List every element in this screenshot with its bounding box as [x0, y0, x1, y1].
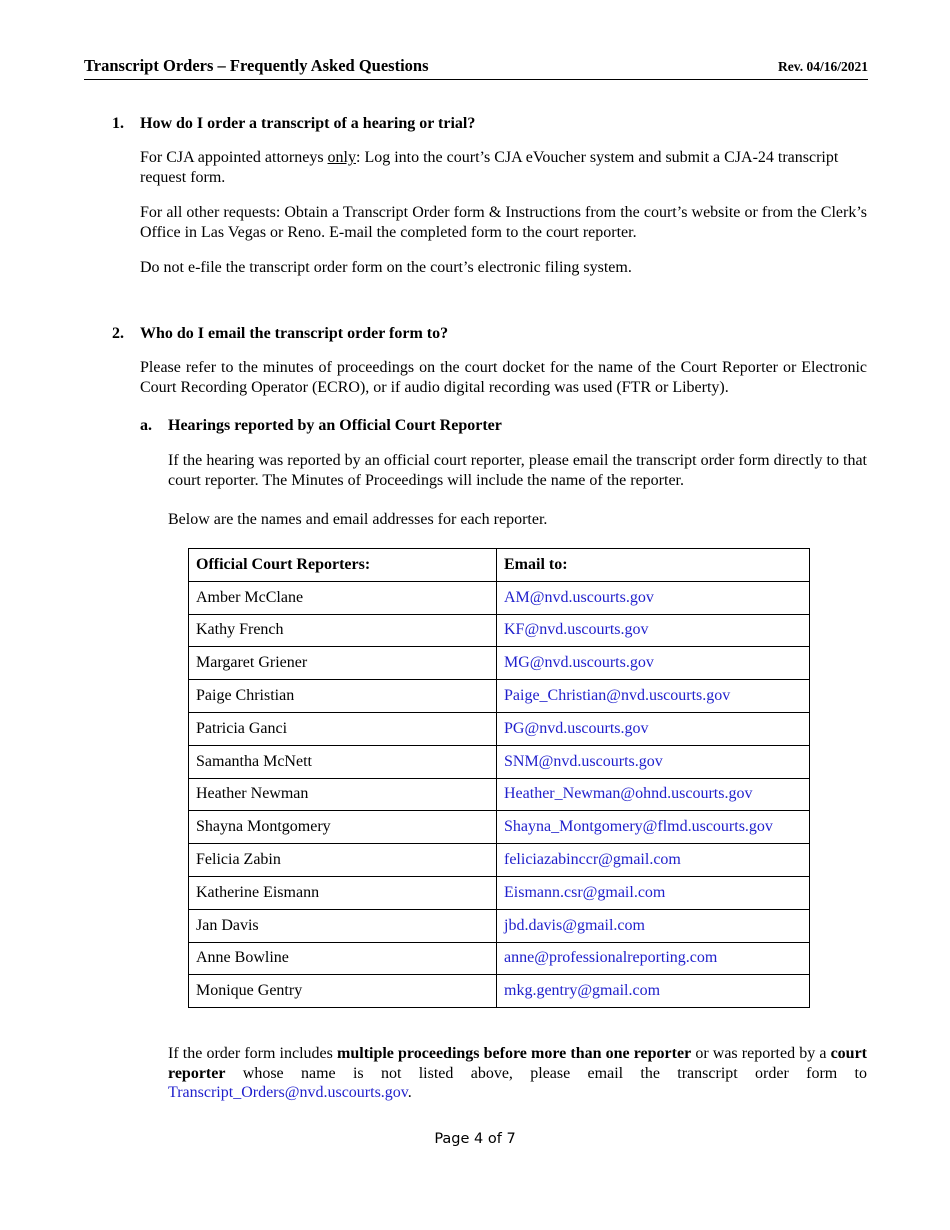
table-row: [189, 680, 810, 713]
table-row: [189, 712, 810, 745]
reporter-email-cell: [497, 614, 810, 647]
reporter-email-cell: [497, 647, 810, 680]
table-row: [189, 942, 810, 975]
reporter-email-cell: [497, 712, 810, 745]
subsection-a-title: Hearings reported by an Official Court Reporter: [168, 417, 502, 434]
table-row: [189, 647, 810, 680]
reporter-email-link[interactable]: jbd.davis@gmail.com: [504, 916, 645, 934]
subsection-a-paragraph: If the hearing was reported by an official court reporter, please email the transcript order form directly to that court reporter. The Minutes of Proceedings will include the name of the reporter.: [168, 452, 867, 489]
reporter-email-cell: [497, 778, 810, 811]
q2-paragraph-minutes: Please refer to the minutes of proceedings on the court docket for the name of the Court Reporter or Electronic Court Recording Operator (ECRO), or if audio digital recording was used (FTR or Liberty).: [140, 359, 867, 396]
question-1-number: 1.: [112, 115, 124, 132]
reporter-name: Amber McClane: [189, 581, 497, 614]
question-1: [112, 115, 475, 133]
table-row: [189, 909, 810, 942]
reporter-name: Shayna Montgomery: [189, 811, 497, 844]
closing-text-2: or was reported by a: [691, 1045, 831, 1062]
q1-paragraph-cja: [140, 148, 867, 187]
table-row: [189, 811, 810, 844]
page-number: Page 4 of 7: [434, 1131, 516, 1147]
closing-paragraph: [168, 1044, 867, 1103]
reporters-table: [188, 548, 810, 1008]
reporter-email-cell: [497, 942, 810, 975]
subsection-a-heading: [140, 417, 502, 435]
table-row: [189, 614, 810, 647]
subsection-a-intro: Below are the names and email addresses for each reporter.: [168, 511, 548, 528]
table-header-row: [189, 549, 810, 582]
subsection-a-letter: a.: [140, 417, 152, 434]
reporter-email-link[interactable]: mkg.gentry@gmail.com: [504, 982, 661, 1000]
question-2-number: 2.: [112, 325, 124, 342]
table-row: [189, 844, 810, 877]
reporter-name: Samantha McNett: [189, 745, 497, 778]
question-2-text: Who do I email the transcript order form to?: [140, 325, 449, 342]
closing-text-3: whose name is not listed above, please email the transcript order form to: [225, 1064, 867, 1082]
q1-paragraph-other-requests: For all other requests: Obtain a Transcript Order form & Instructions from the court’s website or from the Clerk’s Office in Las Vegas or Reno. E-mail the completed form to the court reporter.: [140, 204, 867, 241]
reporter-name: Monique Gentry: [189, 975, 497, 1008]
revision-date: Rev. 04/16/2021: [778, 59, 868, 74]
reporter-email-link[interactable]: SNM@nvd.uscourts.gov: [504, 752, 663, 770]
table-row: [189, 745, 810, 778]
reporter-email-link[interactable]: MG@nvd.uscourts.gov: [504, 654, 654, 672]
page-header: [84, 56, 868, 80]
reporter-email-link[interactable]: PG@nvd.uscourts.gov: [504, 719, 649, 737]
reporter-email-link[interactable]: Eismann.csr@gmail.com: [504, 883, 666, 901]
reporter-name: Katherine Eismann: [189, 876, 497, 909]
column-header-email: Email to:: [497, 549, 810, 582]
reporter-email-link[interactable]: Shayna_Montgomery@flmd.uscourts.gov: [504, 818, 773, 836]
reporter-email-cell: [497, 811, 810, 844]
reporter-name: Patricia Ganci: [189, 712, 497, 745]
closing-bold-1: multiple proceedings before more than one reporter: [337, 1045, 692, 1062]
column-header-reporter: Official Court Reporters:: [189, 549, 497, 582]
reporter-email-link[interactable]: feliciazabinccr@gmail.com: [504, 851, 681, 869]
reporter-email-cell: [497, 680, 810, 713]
reporter-email-link[interactable]: Paige_Christian@nvd.uscourts.gov: [504, 687, 731, 705]
q1-p1-suffix: : Log into the court’s CJA eVoucher system and submit a CJA-24 transcript request form.: [140, 149, 839, 186]
q1-paragraph-no-efile: Do not e-file the transcript order form on the court’s electronic filing system.: [140, 259, 632, 276]
reporter-email-cell: [497, 844, 810, 877]
reporter-email-link[interactable]: KF@nvd.uscourts.gov: [504, 621, 649, 639]
table-row: [189, 876, 810, 909]
closing-text-4: .: [407, 1084, 412, 1101]
reporter-name: Margaret Griener: [189, 647, 497, 680]
q1-p1-prefix: For CJA appointed attorneys: [140, 149, 328, 166]
table-row: [189, 581, 810, 614]
table-row: [189, 975, 810, 1008]
reporter-email-cell: [497, 876, 810, 909]
reporter-name: Paige Christian: [189, 680, 497, 713]
reporter-name: Anne Bowline: [189, 942, 497, 975]
reporter-name: Felicia Zabin: [189, 844, 497, 877]
document-title: Transcript Orders – Frequently Asked Questions: [84, 56, 429, 75]
question-2: [112, 325, 448, 343]
reporter-email-cell: [497, 909, 810, 942]
reporter-email-cell: [497, 581, 810, 614]
reporter-email-cell: [497, 745, 810, 778]
q1-p1-underlined: only: [327, 149, 356, 166]
reporter-email-link[interactable]: AM@nvd.uscourts.gov: [504, 588, 654, 606]
reporter-name: Jan Davis: [189, 909, 497, 942]
closing-bold-2: court reporter: [168, 1045, 868, 1082]
question-1-text: How do I order a transcript of a hearing or trial?: [140, 115, 476, 132]
table-row: [189, 778, 810, 811]
reporter-name: Heather Newman: [189, 778, 497, 811]
reporter-name: Kathy French: [189, 614, 497, 647]
closing-text-1: If the order form includes: [168, 1045, 338, 1062]
reporter-email-link[interactable]: anne@professionalreporting.com: [504, 949, 718, 967]
transcript-orders-email-link[interactable]: Transcript_Orders@nvd.uscourts.gov: [168, 1084, 408, 1101]
reporter-email-link[interactable]: Heather_Newman@ohnd.uscourts.gov: [504, 785, 753, 803]
reporter-email-cell: [497, 975, 810, 1008]
